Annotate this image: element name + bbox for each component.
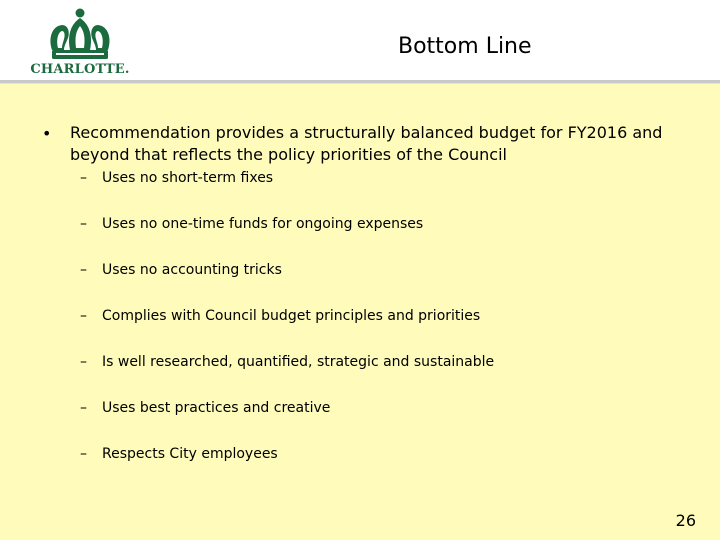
sub-bullet-marker: – (80, 170, 87, 186)
slide-header (0, 0, 720, 82)
sub-bullet-marker: – (80, 216, 87, 232)
sub-bullet-text: Respects City employees (102, 446, 278, 462)
sub-bullet-marker: – (80, 400, 87, 416)
sub-bullet-marker: – (80, 354, 87, 370)
sub-bullet-marker: – (80, 262, 87, 278)
sub-bullet-text: Uses best practices and creative (102, 400, 331, 416)
charlotte-logo (26, 8, 134, 78)
sub-bullet-text: Complies with Council budget principles and priorities (102, 308, 481, 324)
sub-bullet-marker: – (80, 308, 87, 324)
slide-body (0, 84, 720, 540)
sub-bullet-marker: – (80, 446, 87, 462)
logo-wordmark: CHARLOTTE. (30, 62, 130, 77)
sub-bullet-text: Uses no short-term fixes (102, 170, 274, 186)
sub-bullet-text: Is well researched, quantified, strategic and sustainable (102, 354, 495, 370)
bullet-marker: • (42, 124, 52, 143)
slide-title: Bottom Line (398, 34, 532, 59)
sub-bullet-text: Uses no one-time funds for ongoing expenses (102, 216, 424, 232)
bullet-text: Recommendation provides a structurally balanced budget for FY2016 and beyond that reflects the policy priorities of the Council (70, 123, 663, 164)
crown-icon (46, 8, 114, 60)
page-number: 26 (675, 511, 696, 530)
sub-bullet-text: Uses no accounting tricks (102, 262, 282, 278)
